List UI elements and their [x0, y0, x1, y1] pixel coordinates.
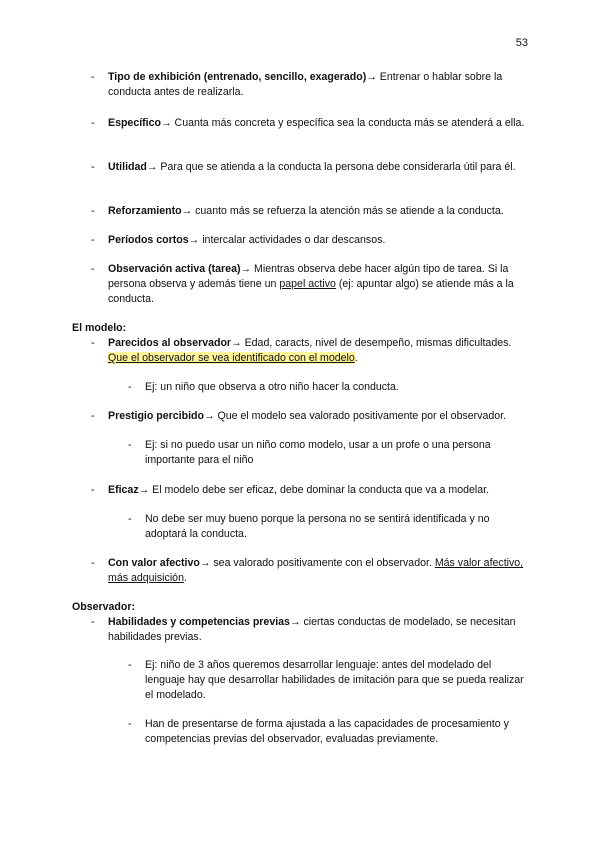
term: Eficaz	[108, 484, 139, 496]
arrow: →	[231, 337, 242, 349]
arrow: →	[366, 71, 377, 83]
bullet-dash: -	[128, 513, 132, 525]
underlined-text: papel activo	[279, 278, 336, 290]
bullet-dash: -	[128, 381, 132, 393]
item-text: sea valorado positivamente con el observador.	[210, 557, 435, 569]
arrow: →	[181, 205, 193, 217]
arrow: →	[161, 117, 172, 129]
term: Específico	[108, 117, 161, 129]
item-text: ciertas conductas de modelado, se necesitan habilidades previas.	[108, 616, 516, 643]
item-text: (ej: apuntar algo) se atiende más a la conducta.	[108, 278, 514, 305]
bullet-dash: -	[91, 616, 95, 628]
arrow: →	[146, 161, 158, 173]
bullet-dash: -	[91, 410, 95, 422]
bullet-dash: -	[91, 71, 95, 83]
term: Utilidad	[108, 161, 147, 173]
sub-item-text: Ej: niño de 3 años queremos desarrollar lenguaje: antes del modelado del lenguaje hay que desarrollar habilidades de imitación para que se pueda realizar el modelado.	[145, 659, 524, 701]
item-text: Para que se atienda a la conducta la persona debe considerarla útil para él.	[157, 161, 516, 173]
highlighted-text: Que el observador se vea identificado con el modelo	[108, 352, 355, 364]
item-text: Mientras observa debe hacer algún tipo de tarea. Si la persona observa y además tiene un	[108, 263, 509, 290]
term: Tipo de exhibición (entrenado, sencillo, exagerado)	[108, 71, 367, 83]
bullet-dash: -	[91, 161, 95, 173]
bullet-dash: -	[91, 234, 95, 246]
bullet-dash: -	[128, 718, 132, 730]
page-number: 53	[515, 37, 528, 49]
sub-item-text: No debe ser muy bueno porque la persona no se sentirá identificada y no adoptará la conducta.	[145, 513, 490, 540]
arrow: →	[188, 234, 200, 246]
term: Períodos cortos	[108, 234, 189, 246]
arrow: →	[289, 616, 301, 628]
bullet-dash: -	[128, 659, 132, 671]
arrow: →	[203, 410, 215, 422]
section-heading-observador: Observador:	[72, 601, 135, 613]
bullet-dash: -	[91, 205, 95, 217]
arrow: →	[240, 263, 252, 275]
bullet-dash: -	[91, 484, 95, 496]
arrow: →	[138, 484, 150, 496]
term: Habilidades y competencias previas	[108, 616, 290, 628]
term: Con valor afectivo	[108, 557, 200, 569]
sub-item-text: Han de presentarse de forma ajustada a las capacidades de procesamiento y competencias previas del observador, evaluadas previamente.	[145, 718, 509, 745]
item-text: Entrenar o hablar sobre la conducta antes de realizarla.	[108, 71, 503, 98]
period: .	[354, 352, 358, 364]
term: Parecidos al observador	[108, 337, 232, 349]
item-text: intercalar actividades o dar descansos.	[199, 234, 386, 246]
bullet-dash: -	[91, 557, 95, 569]
bullet-dash: -	[91, 337, 95, 349]
item-text: El modelo debe ser eficaz, debe dominar la conducta que va a modelar.	[149, 484, 490, 496]
bullet-dash: -	[91, 117, 95, 129]
item-text: Edad, caracts, nivel de desempeño, mismas dificultades.	[241, 337, 512, 349]
underlined-text: Más valor afectivo, más adquisición	[108, 557, 524, 584]
bullet-dash: -	[91, 263, 95, 275]
item-text: cuanto más se refuerza la atención más se atiende a la conducta.	[192, 205, 504, 217]
arrow: →	[199, 557, 211, 569]
term: Prestigio percibido	[108, 410, 204, 422]
sub-item-text: Ej: un niño que observa a otro niño hacer la conducta.	[145, 381, 399, 393]
item-text: Que el modelo sea valorado positivamente por el observador.	[214, 410, 507, 422]
section-heading-modelo: El modelo:	[72, 322, 127, 334]
item-text: Cuanta más concreta y específica sea la conducta más se atenderá a ella.	[171, 117, 525, 129]
bullet-dash: -	[128, 439, 132, 451]
period: .	[183, 572, 187, 584]
sub-item-text: Ej: si no puedo usar un niño como modelo, usar a un profe o una persona importante para el niño	[145, 439, 491, 466]
term: Observación activa (tarea)	[108, 263, 241, 275]
term: Reforzamiento	[108, 205, 182, 217]
